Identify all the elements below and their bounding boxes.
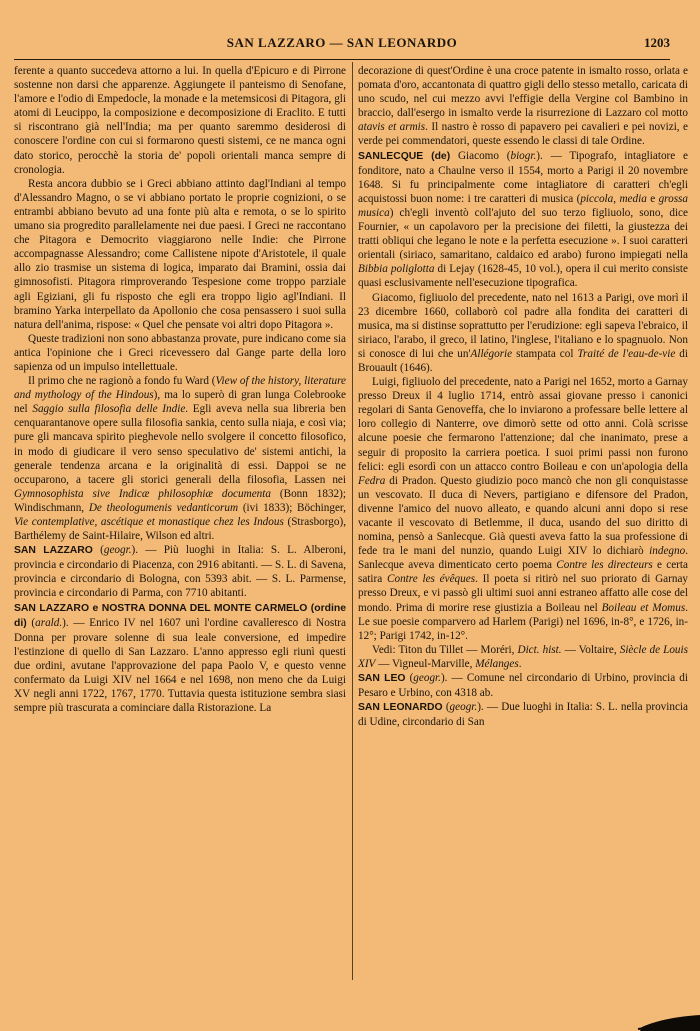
page-number: 1203 — [644, 35, 670, 50]
italic-text: atavis et armis — [358, 121, 426, 134]
entry-headword: SAN LAZZARO — [14, 545, 93, 557]
italic-text: Dict. hist. — [517, 643, 562, 656]
text-run: di Brouault (1646). — [358, 347, 688, 374]
text-run: Il primo che ne ragionò a fondo fu Ward ( — [28, 375, 216, 388]
text-run: decorazione di quest'Ordine è una croce patente in ismalto rosso, orlata e pomata d'oro, accantonata di quattro gigli dello stesso metallo, caricata di uno scudo, nel cui mezzo avvi l'effigie della Vergine col Bambino in braccio, dall'esergo in ismalto verde la risurrezione di Lazzaro col motto — [358, 65, 688, 120]
text-run: (ivi 1833); Böchinger, — [238, 501, 346, 514]
text-run: ), ma lo superò di gran lunga Colebrooke nel — [14, 389, 347, 416]
text-run: Giacomo ( — [450, 149, 511, 162]
text-run: . Egli aveva nella sua libreria ben cenquarantanove opere sulla filosofia sankia, cento sulla niaja, e così via; pure gli mancava spirito pieghevole nello svolgere il concetto filosofico, in modo di giudicare il vero senso speculativo de' sistemi antichi, la generale tendenza arcana e la originalità di essi. Dappoi se ne occuparono, a tacere gli storici generali della filosofia, Lassen nei — [14, 403, 346, 486]
page-header — [14, 32, 670, 52]
text-run: Resta ancora dubbio se i Greci abbiano attinto dagl'Indiani al tempo d'Alessandro Magno, o se vi abbiano portato le proprie cognizioni, o se entrambi abbiano bevuto ad una fonte più alta e remota, o se lo spirito umano sia progredito parallelamente nei due paesi. I Greci ne raccontano che Pitagora e Democrito viaggiarono nelle Indie: che Pirrone accompagnasse Alessandro; come Callistene nipote d'Aristotele, il quale allo zio trasmise un sistema di logica, imparato dai Bramini, ossia dai gimnosofisti. Pitagora rimproverando Tespesione come troppo parziale agli Egiziani, gli fu risposto che egli era troppo ligio agl'Indiani. Il bramino Yarka interpellato da Apollonio che cosa pensassero i suoi sulla natura dell'anima, rispose: « Quel che pensate voi altri dopo Pitagora ». — [14, 177, 346, 331]
text-run: ). — Tipografo, intagliatore e fonditore, nato a Chaulne verso il 1554, morto a Parigi il 20 novembre 1648. Si fu principalmente come intagliatore di caratteri ch'egli acquistossi buon nome: i tre caratteri di musica ( — [358, 149, 689, 205]
text-run: . Il poeta si ritirò nel suo priorato di Garnay presso Dreux, e vi passò gli ultimi suoi anni estraneo affatto alle cose del mondo. Prima di morire rese giustizia a Boileau nel — [358, 573, 689, 614]
italic-text: View of the history, literature and mythology of the Hindous — [14, 375, 347, 402]
text-run: ( — [442, 701, 450, 714]
entry-headword: SANLECQUE (de) — [358, 150, 451, 162]
italic-text: grossa musica — [358, 192, 689, 219]
text-paragraph — [358, 291, 688, 376]
italic-text: media — [619, 192, 647, 205]
column-divider — [352, 62, 353, 980]
italic-text: Saggio sulla filosofia delle Indie — [32, 403, 186, 416]
italic-text: Mélanges — [475, 657, 519, 670]
text-paragraph — [14, 332, 346, 374]
page-corner-mark — [636, 991, 700, 1031]
text-run: Giacomo, figliuolo del precedente, nato nel 1613 a Parigi, ove morì il 23 dicembre 1660, collaborò col padre alla fondita dei caratteri di musica, ma si distinse soprattutto per l'erudizione: egli sapeva l'ebraico, il siriaco, l'arabo, il greco, il latino, l'inglese, l'italiano e lo spagnuolo. Non si conosce di lui che un' — [358, 291, 688, 360]
italic-text: Allégorie — [470, 347, 513, 360]
italic-text: piccola — [580, 192, 614, 205]
text-run: (Strasborgo), Barthélemy de Saint-Hilaire, Wilson ed altri. — [14, 516, 346, 543]
text-run: Luigi, figliuolo del precedente, nato a Parigi nel 1652, morto a Garnay presso Dreux il 4 luglio 1714, entrò assai giovane presso i canonici regolari di Santa Genoveffa, che lo inviarono a professare belle lettere al loro collegio di Nanterre, ove dimorò sette od otto anni. Colà scrisse alcune poesie che fermarono l'attenzione; dal che inanimato, prese a seguir di proposito la carriera poetica. I suoi primi passi non furono felici: egli esordì con un attacco contro Boileau e con un'apologia della — [358, 376, 688, 473]
text-run: ). — Enrico IV nel 1607 unì l'ordine cavalleresco di Nostra Donna per provare solenne di sua leale conversione, ed impedire l'estinzione di quello di San Lazzaro. L'anno appresso egli riunì questi due ordini, avutane l'approvazione del papa Paolo V, e questo venne confermato da Luigi XIV nel 1664 e nel 1698, non meno che da Luigi XV negli anni 1722, 1767, 1770. Tuttavia questa istituzione sembra siasi sempre più trascurata a cominciare dalla Ristorazione. La — [14, 616, 346, 715]
text-paragraph — [14, 64, 346, 177]
italic-text: arald. — [35, 616, 63, 629]
italic-text: Gymnosophista sive Indicæ philosophiæ documenta — [14, 487, 271, 500]
italic-text: Fedra — [358, 474, 386, 487]
text-run: (Bonn 1832); Windischmann, — [14, 487, 346, 514]
running-title: SAN LAZZARO — SAN LEONARDO — [226, 35, 458, 50]
italic-text: Vie contemplative, ascétique et monastique chez les Indous — [14, 516, 284, 528]
dictionary-entry — [14, 601, 346, 716]
dictionary-entry — [14, 543, 346, 600]
text-run: stampata col — [512, 347, 578, 360]
text-run: — Voltaire, — [561, 643, 620, 656]
dictionary-entry — [358, 149, 688, 291]
text-run: e — [646, 192, 659, 205]
text-run: ( — [405, 672, 414, 685]
text-run: , — [613, 192, 620, 205]
entry-headword: SAN LEONARDO — [358, 702, 443, 714]
text-run: ). — Comune nel circondario di Urbino, provincia di Pesaro e Urbino, con 4318 ab. — [358, 672, 688, 700]
text-run: — Vigneul-Marville, — [375, 657, 476, 670]
text-paragraph — [358, 643, 688, 671]
text-run: Vedi: Titon du Tillet — Moréri, — [372, 643, 518, 656]
dictionary-entry — [358, 700, 688, 729]
italic-text: Boileau et Momus — [601, 601, 686, 614]
text-run: Queste tradizioni non sono abbastanza provate, pure indicano come sia antica l'opinione che i Greci ricevessero dal Gange parte della loro sapienza od un impulso intellettuale. — [14, 332, 346, 373]
text-run: . — [518, 657, 522, 670]
italic-text: Traité de l'eau-de-vie — [577, 347, 676, 360]
right-column — [358, 64, 688, 729]
left-column — [14, 64, 346, 715]
text-run: e certa satira — [358, 559, 688, 586]
italic-text: indegno — [649, 545, 686, 558]
text-paragraph — [14, 177, 346, 332]
text-paragraph — [358, 64, 688, 149]
text-run: ) ch'egli inventò coll'ajuto del suo terzo figliuolo, sono, dice Fournier, « un capolavoro per la precisione dei filetti, la giustezza dei tratti obliqui che legano le note e la perfetta esecuzione ». I suoi caratteri orientali (siriaco, samaritano, caldaico ed arabo) furono impiegati nella — [358, 206, 688, 262]
text-run: ). — Più luoghi in Italia: S. L. Alberoni, provincia e circondario di Piacenza, con 2916 abitanti. — S. L. di Savena, provincia e circondario di Bologna, con 5393 abit. — S. L. Parmense, provincia e circondario di Parma, con 7710 abitanti. — [14, 544, 346, 600]
text-run: ferente a quanto succedeva attorno a lui. In quella d'Epicuro e di Pirrone sostenne non darsi che apparenze. Aggiungete il panteismo di Senofane, l'amore e l'odio di Empedocle, la monade e la metemsicosi di Pitagora, gli atomi di Leucippo, la composizione e decomposizione di Eraclito. E tutti si riscontrano già nell'India; ma per quanto saremmo desiderosi di conoscere l'ordine con cui si formarono questi sistemi, ce ne manca ogni dato storico, perocchè la storia de' popoli orientali manca sempre di cronologia. — [14, 65, 346, 176]
text-run: . Sanlecque aveva dimenticato certo poema — [358, 545, 688, 572]
italic-text: Contre les évêques — [387, 573, 476, 586]
italic-text: geogr. — [449, 701, 478, 714]
italic-text: geogr. — [103, 544, 132, 557]
text-paragraph — [14, 374, 346, 543]
dictionary-entry — [358, 671, 688, 700]
text-run: ). — Due luoghi in Italia: S. L. nella provincia di Udine, circondario di San — [358, 701, 688, 729]
entry-headword: SAN LEO — [358, 673, 406, 685]
italic-text: De theologumenis vedanticorum — [88, 501, 239, 514]
italic-text: Contre les directeurs — [556, 559, 653, 572]
text-paragraph — [358, 375, 688, 643]
header-rule — [14, 59, 670, 60]
text-run: ( — [92, 544, 104, 557]
text-run: ( — [26, 616, 36, 629]
italic-text: Siècle de Louis XIV — [358, 643, 688, 670]
text-run: di Pradon. Questo giudizio poco mancò che non gli conquistasse un vescovato. Il duca di Nevers, partigiano e difensore del Pradon, divenne l'amico del nuovo alleato, e quando alcuni anni dopo si rese vacante il vescovato di Betlemme, il duca, usando del suo diritto di nomina, pensò a Sanlecque. Già questi aveva fatto la sua professione di fede tra le mani del nunzio, quando Luigi XIV lo dichiarò — [358, 474, 688, 558]
text-run: . Le sue poesie comparvero ad Harlem (Parigi) nel 1696, in-8°, e 1726, in-12°; Parigi 1742, in-12°. — [358, 601, 689, 642]
italic-text: geogr. — [413, 672, 441, 685]
text-run: . Il nastro è rosso di papavero pei cavalieri e pei novizi, e verde pei commendatori, queste essendo le classi di tale Ordine. — [358, 121, 688, 148]
entry-headword: SAN LAZZARO e NOSTRA DONNA DEL MONTE CARMELO (ordine di) — [14, 602, 346, 629]
italic-text: Bibbia poliglotta — [358, 263, 435, 276]
italic-text: biogr. — [510, 149, 537, 162]
text-run: di Lejay (1628-45, 10 vol.), opera il cui merito consiste quasi esclusivamente nell'esecuzione tipografica. — [358, 263, 689, 290]
